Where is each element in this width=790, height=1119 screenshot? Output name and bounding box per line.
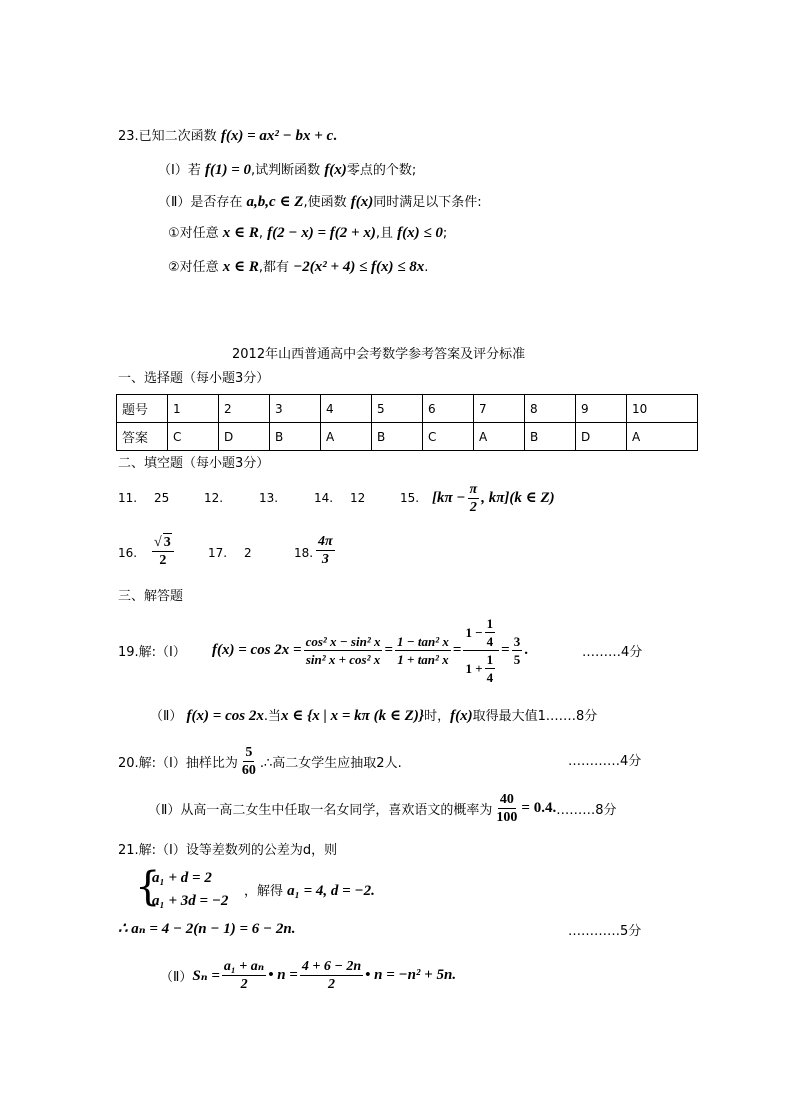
q11-answer: 25 (154, 491, 170, 505)
table-cell: D (576, 423, 627, 451)
q23-cond2 (168, 256, 428, 276)
q19-p2-max: 取得最大值1.……8分 (472, 709, 598, 724)
q19-f2-den: 1 + tan² x (397, 651, 449, 667)
q19-quarter-num: 1 (486, 615, 494, 631)
q12-label: 12. (204, 491, 224, 505)
q23-part2 (158, 191, 482, 211)
table-cell: 9 (576, 395, 627, 423)
q21-sn: Sₙ = (192, 967, 220, 984)
q21-solve (244, 880, 375, 900)
q19-f1-num: cos² x − sin² x (305, 633, 381, 649)
q15-label: 15. (400, 491, 420, 505)
q21-an: ∴ aₙ = 4 − 2(n − 1) = 6 − 2n. (118, 921, 296, 937)
q19-f3-num-a: 1 − (465, 624, 483, 640)
table-cell: C (168, 423, 219, 451)
table-cell: B (372, 423, 423, 451)
table-cell: 3 (270, 395, 321, 423)
q23-cond2-mid: ,都有 (258, 260, 290, 275)
q19-p2-fx: f(x) = cos 2x (186, 708, 264, 724)
q23-cond1: ①对任意 x ∈ R, f(2 − x) = f(2 + x),且 f(x) ≤ 0; (168, 225, 448, 241)
q19-f4-num: 3 (513, 633, 521, 649)
q21-eq2: a₁ + 3d = −2 (152, 893, 229, 909)
table-cell: 8 (525, 395, 576, 423)
q23-part1 (158, 159, 416, 179)
q23-cond1-eq: f(2 − x) = f(2 + x) (267, 225, 376, 241)
q20-rest: .∴高二女学生应抽取2人. (259, 755, 402, 771)
q15-num: π (469, 482, 478, 497)
q19-eq: = (501, 641, 510, 658)
q21-mid: • n = (268, 966, 298, 983)
q19-end: . (524, 641, 528, 658)
section1-title: 一、选择题（每小题3分） (118, 371, 270, 386)
table-cell: A (321, 423, 372, 451)
q23-cond1-mid: ,且 (375, 226, 393, 241)
q21-sn-num1: a₁ + aₙ (223, 958, 265, 974)
q20-p2-score: ………8分 (556, 802, 617, 818)
q20-label: 20.解:（Ⅰ）抽样比为 (118, 755, 238, 771)
q20-p2-den: 100 (496, 809, 518, 825)
q19-p2-fx2: f(x) (450, 708, 473, 724)
q23-cond1-x: x ∈ R (222, 225, 259, 241)
q20-part1 (118, 741, 402, 781)
q16-label: 16. (118, 546, 138, 560)
q19-formula: f(x) = cos 2x = $\frac{\text{cos² x − sin² x}}{\text{sin² x + cos² x}}$ = $\frac{\text{1 − tan² x}}{\text{1 + tan² x}}$ = 1 − $\frac{1}{4}$ 1 + $\frac{1}{4}$ = $\frac{3}{5}$ . (212, 615, 528, 685)
q19-score: ………4分 (582, 645, 643, 660)
q16-answer: $\frac{√ 3}{2}$ (150, 533, 176, 569)
table-cell: A (627, 423, 698, 451)
q17-label: 17. (208, 546, 228, 560)
q21-part2 (160, 955, 456, 995)
q19-quarter-den: 4 (486, 669, 494, 685)
table-cell: 2 (219, 395, 270, 423)
q14-answer: 12 (350, 491, 366, 505)
q21-tail: • n = −n² + 5n. (365, 966, 457, 983)
q23-part1-suffix: 零点的个数; (346, 163, 417, 178)
q19-p2-time: 时， (424, 709, 451, 724)
q20-den: 60 (241, 762, 256, 778)
q15-pre: [kπ − (432, 490, 466, 506)
table-cell: A (474, 423, 525, 451)
q19-quarter-den: 4 (486, 633, 494, 649)
q21-sn-den1: 2 (240, 976, 248, 992)
table-cell: 10 (627, 395, 698, 423)
q19-f1-den: sin² x + cos² x (305, 651, 381, 667)
table-cell: 1 (168, 395, 219, 423)
table-cell: 7 (474, 395, 525, 423)
q23-part1-mid: ,试判断函数 (251, 163, 321, 178)
answer-table (116, 394, 698, 451)
answer-title: 2012年山西普通高中会考数学参考答案及评分标准 (232, 347, 526, 362)
table-cell: B (525, 423, 576, 451)
q19-f4-den: 5 (513, 651, 521, 667)
q23-cond2-x: x ∈ R (222, 259, 259, 275)
q20-p2-num: 40 (499, 791, 514, 807)
q19-f3-den-a: 1 + (465, 660, 483, 676)
q20-part2 (148, 788, 617, 828)
q23-cond1-prefix: ①对任意 (168, 226, 219, 241)
row-label-number: 题号 (117, 395, 168, 423)
q19-label: 19.解:（Ⅰ） (118, 645, 186, 660)
q19-part2 (150, 705, 597, 725)
section2-title: 二、填空题（每小题3分） (118, 456, 270, 471)
row-label-answer: 答案 (117, 423, 168, 451)
section3-title: 三、解答题 (118, 589, 184, 604)
q21-label: 21.解:（Ⅰ）设等差数列的公差为d，则 (118, 843, 338, 858)
table-cell: D (219, 423, 270, 451)
q23-cond2-suffix: . (424, 260, 429, 275)
q23-cond1-suffix: ; (442, 226, 448, 241)
q23-cond2-ineq: −2(x² + 4) ≤ f(x) ≤ 8x (293, 259, 425, 275)
q23-cond1-ineq: f(x) ≤ 0 (397, 225, 443, 241)
q15-answer (432, 481, 555, 516)
q13-label: 13. (259, 491, 279, 505)
q23-part2-fx: f(x) (350, 194, 374, 210)
table-cell: 6 (423, 395, 474, 423)
q23-formula: f(x) = ax² − bx + c (220, 128, 334, 144)
table-cell: 4 (321, 395, 372, 423)
table-row (117, 395, 698, 423)
q21-eq1: a₁ + d = 2 (152, 870, 212, 886)
q23-part2-set: a,b,c ∈ Z (246, 194, 304, 210)
q23-part2-prefix: （Ⅱ）是否存在 (158, 195, 243, 210)
q18-num: 4π (318, 534, 333, 549)
q21-sn-den2: 2 (327, 976, 335, 992)
q23-intro: 23.已知二次函数 (118, 129, 217, 144)
q19-quarter-num: 1 (486, 651, 494, 667)
q23-part2-suffix: 同时满足以下条件: (373, 195, 482, 210)
q21-sn-num2: 4 + 6 − 2n (301, 958, 362, 974)
q14-label: 14. (314, 491, 334, 505)
q23-part1-prefix: （Ⅰ）若 (158, 163, 201, 178)
q15-post: , kπ](k ∈ Z) (481, 490, 555, 506)
q17-answer: 2 (244, 546, 252, 560)
q19-p2-label: （Ⅱ） (150, 709, 183, 724)
q19-p2-mid: .当 (263, 709, 281, 724)
q18-den: 3 (321, 552, 329, 567)
q21-p2-label: （Ⅱ） (160, 969, 193, 985)
q21-solve-val: a₁ = 4, d = −2. (287, 883, 375, 899)
q18-label: 18. (294, 546, 314, 560)
table-cell: B (270, 423, 321, 451)
q20-score: …………4分 (568, 754, 642, 769)
q23-stem: 23.已知二次函数 f(x) = ax² − bx + c. (118, 128, 337, 144)
q20-num: 5 (245, 744, 253, 760)
q15-den: 2 (469, 500, 477, 515)
q16-den: 2 (159, 553, 167, 568)
q23-part1-cond: f(1) = 0 (204, 162, 252, 178)
q21-solve-text: ，解得 (244, 884, 284, 899)
left-brace: { (135, 864, 161, 910)
q11-label: 11. (118, 491, 138, 505)
table-cell: C (423, 423, 474, 451)
table-cell: 5 (372, 395, 423, 423)
q18-answer (314, 533, 337, 568)
q19-f2-num: 1 − tan² x (397, 633, 449, 649)
q23-cond2-prefix: ②对任意 (168, 260, 219, 275)
q23-part2-mid: ,使函数 (303, 195, 347, 210)
q16-num: 3 (163, 535, 171, 550)
q19-p2-set: x ∈ {x | x = kπ (k ∈ Z)} (280, 708, 425, 724)
q23-part1-fx: f(x) (324, 162, 347, 178)
q20-p2-val: = 0.4. (521, 799, 557, 816)
table-row (117, 423, 698, 451)
q20-p2-text: （Ⅱ）从高一高二女生中任取一名女同学，喜欢语文的概率为 (148, 802, 493, 818)
q19-lhs: f(x) = cos 2x = (212, 641, 302, 658)
q21-score: …………5分 (568, 924, 642, 939)
